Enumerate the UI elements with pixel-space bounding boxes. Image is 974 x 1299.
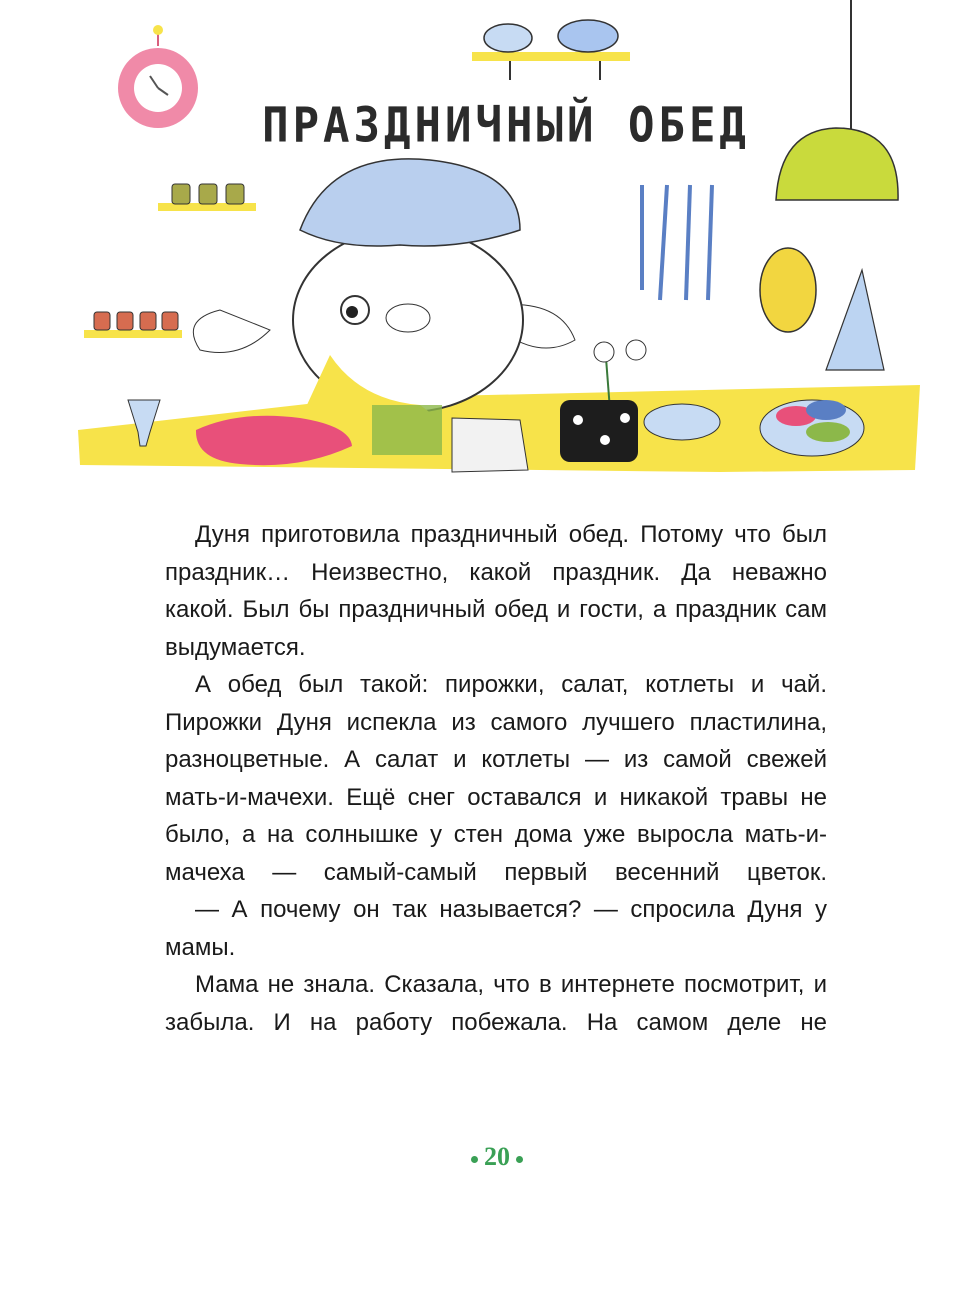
recipe-book-icon [452, 418, 528, 472]
towel-icon [826, 270, 884, 370]
page-number [0, 1142, 974, 1172]
girl-cook-icon [193, 159, 575, 420]
utensils-icon [642, 185, 712, 300]
empty-plate-icon [644, 404, 720, 440]
greens [372, 405, 442, 455]
bullet-dot-icon [471, 1156, 478, 1163]
paragraph: Мама не знала. Сказала, что в интернете посмотрит, и забыла. И на работу побежала. На самом деле не [165, 971, 827, 1036]
oven-mitt-icon [760, 248, 816, 332]
page-number-value: 20 [484, 1142, 510, 1171]
paragraph: — А почему он так называется? — спросила Дуня у мамы. [165, 896, 827, 961]
pies-plate-icon [760, 400, 864, 456]
body-text [165, 516, 827, 1041]
pot-shelf-icon [472, 20, 630, 80]
paragraph: Дуня приготовила праздничный обед. Потому что был праздник… Неизвестно, какой праздник. Да неважно какой. Был бы праздничный обед и гости, а праздник сам выдумается. [165, 521, 827, 661]
kitchen-illustration [0, 0, 974, 500]
bullet-dot-icon [516, 1156, 523, 1163]
chapter-title: ПРАЗДНИЧНЫЙ ОБЕД [262, 97, 750, 154]
paragraph: А обед был такой: пирожки, салат, котлеты и чай. Пирожки Дуня испекла из самого лучшего пластилина, разноцветные. А салат и котлеты — из самой свежей мать-и-мачехи. Ещё снег оставался и никакой травы не было, а на солнышке у стен дома уже выросла мать-и-мачеха — самый-самый первый весенний цветок. [165, 671, 827, 886]
